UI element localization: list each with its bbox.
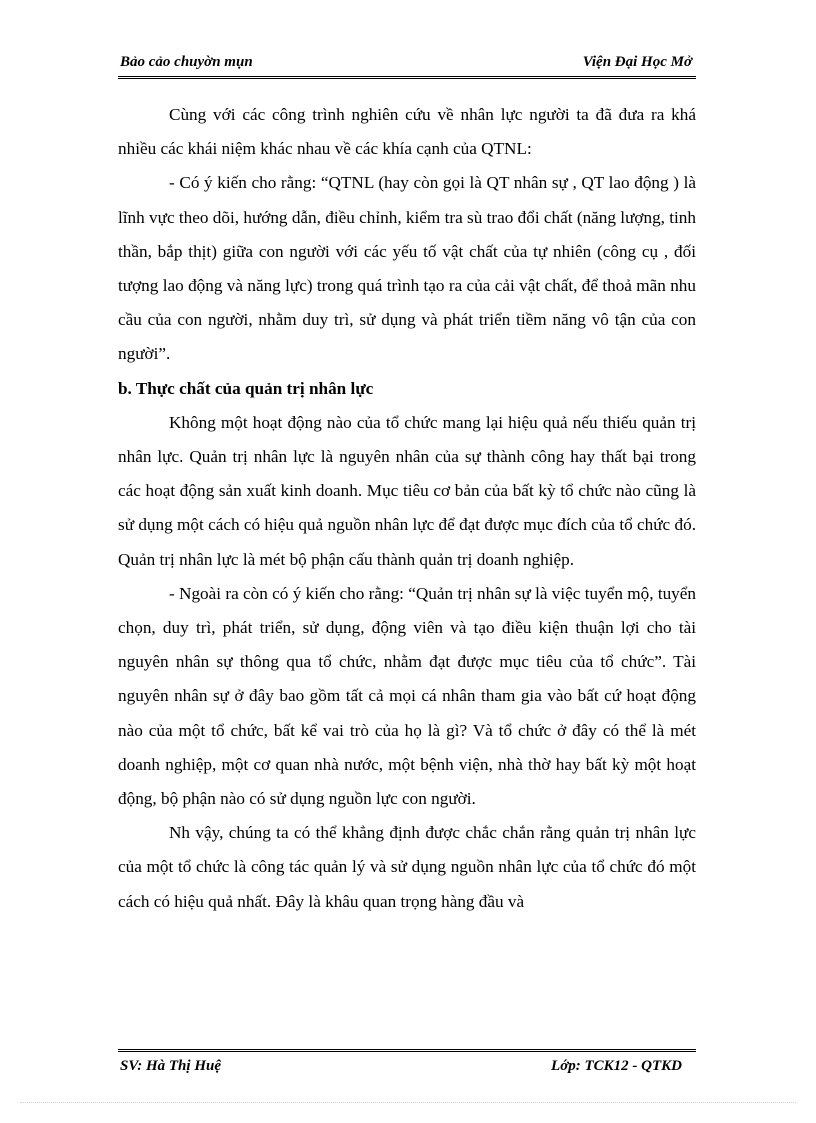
header-institution: Viện Đại Học Mở bbox=[582, 54, 692, 70]
page-footer bbox=[118, 1049, 696, 1082]
header-report-title: Bảo cảo chuyờn mụn bbox=[120, 54, 253, 70]
page-header bbox=[118, 50, 696, 79]
document-body bbox=[118, 98, 696, 919]
paragraph-intro: Cùng với các công trình nghiên cứu về nhân lực người ta đã đưa ra khá nhiều các khái niệm khác nhau về các khía cạnh của QTNL: bbox=[118, 105, 696, 159]
paragraph-conclusion: Nh vậy, chúng ta có thể khẳng định được chắc chắn rằng quản trị nhân lực của một tổ chức là công tác quản lý và sử dụng nguồn nhân lực của tổ chức đó một cách có hiệu quả nhất. Đây là khâu quan trọng hàng đầu và bbox=[118, 823, 696, 911]
page-bottom-divider bbox=[20, 1102, 796, 1103]
footer-class: Lớp: TCK12 - QTKD bbox=[551, 1058, 682, 1074]
section-heading: b. Thực chất của quản trị nhân lực bbox=[118, 378, 374, 398]
paragraph-opinion-hr: - Ngoài ra còn có ý kiến cho rằng: “Quản trị nhân sự là việc tuyển mộ, tuyển chọn, duy trì, phát triển, sử dụng, động viên và tạo điều kiện thuận lợi cho tài nguyên nhân sự thông qua tổ chức, nhằm đạt được mục tiêu của tổ chức”. Tài nguyên nhân sự ở đây bao gồm tất cả mọi cá nhân tham gia vào bất cứ hoạt động nào của một tổ chức, bất kể vai trò của họ là gì? Và tổ chức ở đây có thể là mét doanh nghiệp, một cơ quan nhà nước, một bệnh viện, nhà thờ hay bất kỳ một hoạt động, bộ phận nào có sử dụng nguồn lực con người. bbox=[118, 583, 696, 809]
footer-student-name: SV: Hà Thị Huệ bbox=[120, 1058, 221, 1074]
paragraph-essence: Không một hoạt động nào của tổ chức mang lại hiệu quả nếu thiếu quản trị nhân lực. Quản trị nhân lực là nguyên nhân của sự thành công hay thất bại trong các hoạt động sản xuất kinh doanh. Mục tiêu cơ bản của bất kỳ tổ chức nào cũng là sử dụng một cách có hiệu quả nguồn nhân lực để đạt được mục đích của tổ chức đó. Quản trị nhân lực là mét bộ phận cấu thành quản trị doanh nghiệp. bbox=[118, 412, 696, 569]
paragraph-opinion-qtnl: - Có ý kiến cho rằng: “QTNL (hay còn gọi là QT nhân sự , QT lao động ) là lĩnh vực theo dõi, hướng dẫn, điều chỉnh, kiểm tra sù trao đổi chất (năng lượng, tinh thần, bắp thịt) giữa con người với các yếu tố vật chất của tự nhiên (công cụ , đối tượng lao động và năng lực) trong quá trình tạo ra của cải vật chất, để thoả mãn nhu cầu của con người, nhằm duy trì, sử dụng và phát triển tiềm năng vô tận của con người”. bbox=[118, 173, 696, 364]
